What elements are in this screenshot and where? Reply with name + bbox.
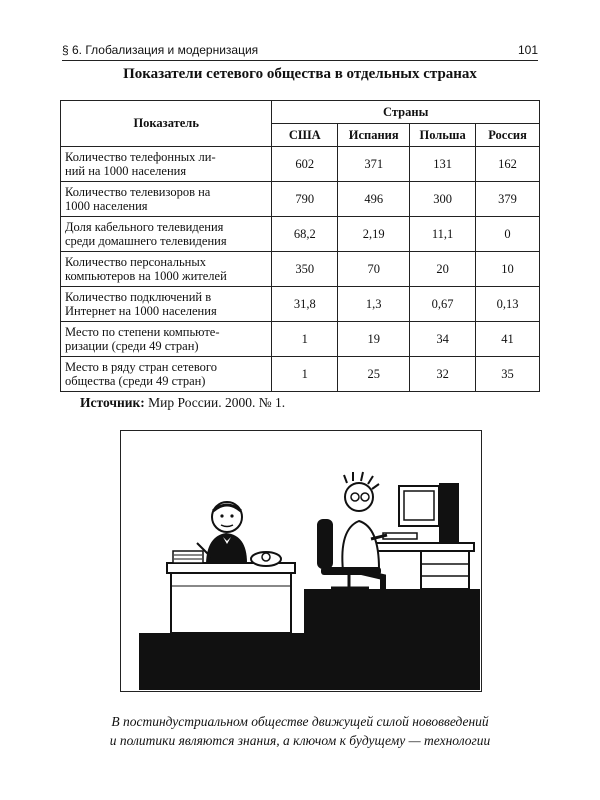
source-note bbox=[80, 395, 285, 411]
programmer-body bbox=[342, 521, 379, 571]
old-desk bbox=[171, 571, 291, 633]
indicator-label bbox=[61, 287, 272, 322]
value-cell: 19 bbox=[338, 322, 410, 357]
value-cell: 32 bbox=[410, 357, 476, 392]
label-line: среди домашнего телевидения bbox=[65, 234, 227, 248]
running-header bbox=[62, 42, 538, 61]
computer-desk-drawers bbox=[421, 551, 469, 589]
value-cell: 35 bbox=[476, 357, 540, 392]
floor-high bbox=[304, 589, 480, 690]
value-cell: 20 bbox=[410, 252, 476, 287]
label-line: Количество телефонных ли- bbox=[65, 150, 216, 164]
source-text: Мир России. 2000. № 1. bbox=[148, 395, 286, 410]
indicators-table bbox=[60, 100, 540, 392]
country-header: Польша bbox=[410, 124, 476, 147]
label-line: общества (среди 49 стран) bbox=[65, 374, 206, 388]
label-line: Место в ряду стран сетевого bbox=[65, 360, 217, 374]
countries-column-header: Страны bbox=[272, 101, 540, 124]
value-cell: 0,67 bbox=[410, 287, 476, 322]
table-row bbox=[61, 147, 540, 182]
value-cell: 350 bbox=[272, 252, 338, 287]
clerk-body bbox=[206, 533, 247, 563]
cartoon-drawing bbox=[121, 431, 480, 690]
table-row bbox=[61, 217, 540, 252]
value-cell: 11,1 bbox=[410, 217, 476, 252]
indicator-label bbox=[61, 182, 272, 217]
value-cell: 371 bbox=[338, 147, 410, 182]
value-cell: 1,3 bbox=[338, 287, 410, 322]
value-cell: 300 bbox=[410, 182, 476, 217]
cartoon-illustration bbox=[120, 430, 482, 692]
table-header-row bbox=[61, 101, 540, 124]
value-cell: 10 bbox=[476, 252, 540, 287]
table-row bbox=[61, 182, 540, 217]
section-title: § 6. Глобализация и модернизация bbox=[62, 43, 259, 57]
label-line: ризации (среди 49 стран) bbox=[65, 339, 199, 353]
label-line: Доля кабельного телевидения bbox=[65, 220, 224, 234]
country-header: США bbox=[272, 124, 338, 147]
indicator-label bbox=[61, 357, 272, 392]
value-cell: 2,19 bbox=[338, 217, 410, 252]
label-line: Место по степени компьюте- bbox=[65, 325, 220, 339]
table-row bbox=[61, 287, 540, 322]
keyboard bbox=[383, 533, 417, 539]
table-row bbox=[61, 322, 540, 357]
indicator-label bbox=[61, 147, 272, 182]
value-cell: 0 bbox=[476, 217, 540, 252]
value-cell: 31,8 bbox=[272, 287, 338, 322]
value-cell: 70 bbox=[338, 252, 410, 287]
value-cell: 68,2 bbox=[272, 217, 338, 252]
value-cell: 131 bbox=[410, 147, 476, 182]
caption-line: и политики являются знания, а ключом к будущему — технологии bbox=[109, 733, 491, 748]
label-line: Количество персональных bbox=[65, 255, 206, 269]
label-line: Интернет на 1000 населения bbox=[65, 304, 217, 318]
country-header: Россия bbox=[476, 124, 540, 147]
label-line: Количество подключений в bbox=[65, 290, 212, 304]
papers bbox=[173, 551, 203, 563]
value-cell: 41 bbox=[476, 322, 540, 357]
page-number: 101 bbox=[517, 43, 538, 57]
value-cell: 25 bbox=[338, 357, 410, 392]
cartoon-caption bbox=[0, 712, 600, 750]
value-cell: 0,13 bbox=[476, 287, 540, 322]
table-title: Показатели сетевого общества в отдельных странах bbox=[123, 66, 477, 82]
computer-tower bbox=[439, 483, 459, 543]
indicator-column-header: Показатель bbox=[61, 101, 272, 147]
label-line: Количество телевизоров на bbox=[65, 185, 211, 199]
value-cell: 790 bbox=[272, 182, 338, 217]
table-row bbox=[61, 252, 540, 287]
value-cell: 602 bbox=[272, 147, 338, 182]
monitor-screen bbox=[404, 491, 434, 520]
label-line: ний на 1000 населения bbox=[65, 164, 187, 178]
label-line: 1000 населения bbox=[65, 199, 148, 213]
value-cell: 1 bbox=[272, 357, 338, 392]
country-header: Испания bbox=[338, 124, 410, 147]
indicator-label bbox=[61, 252, 272, 287]
indicator-label bbox=[61, 322, 272, 357]
value-cell: 379 bbox=[476, 182, 540, 217]
source-label: Источник: bbox=[80, 395, 145, 410]
clerk-eye bbox=[230, 514, 233, 517]
clerk-eye bbox=[220, 514, 223, 517]
rotary-phone bbox=[251, 552, 281, 566]
value-cell: 496 bbox=[338, 182, 410, 217]
value-cell: 1 bbox=[272, 322, 338, 357]
programmer-legs bbox=[357, 571, 383, 589]
label-line: компьютеров на 1000 жителей bbox=[65, 269, 227, 283]
table-row bbox=[61, 357, 540, 392]
value-cell: 34 bbox=[410, 322, 476, 357]
indicator-label bbox=[61, 217, 272, 252]
value-cell: 162 bbox=[476, 147, 540, 182]
chair-back bbox=[317, 519, 333, 569]
computer-desk-top bbox=[366, 543, 474, 551]
caption-line: В постиндустриальном обществе движущей силой нововведений bbox=[111, 714, 489, 729]
